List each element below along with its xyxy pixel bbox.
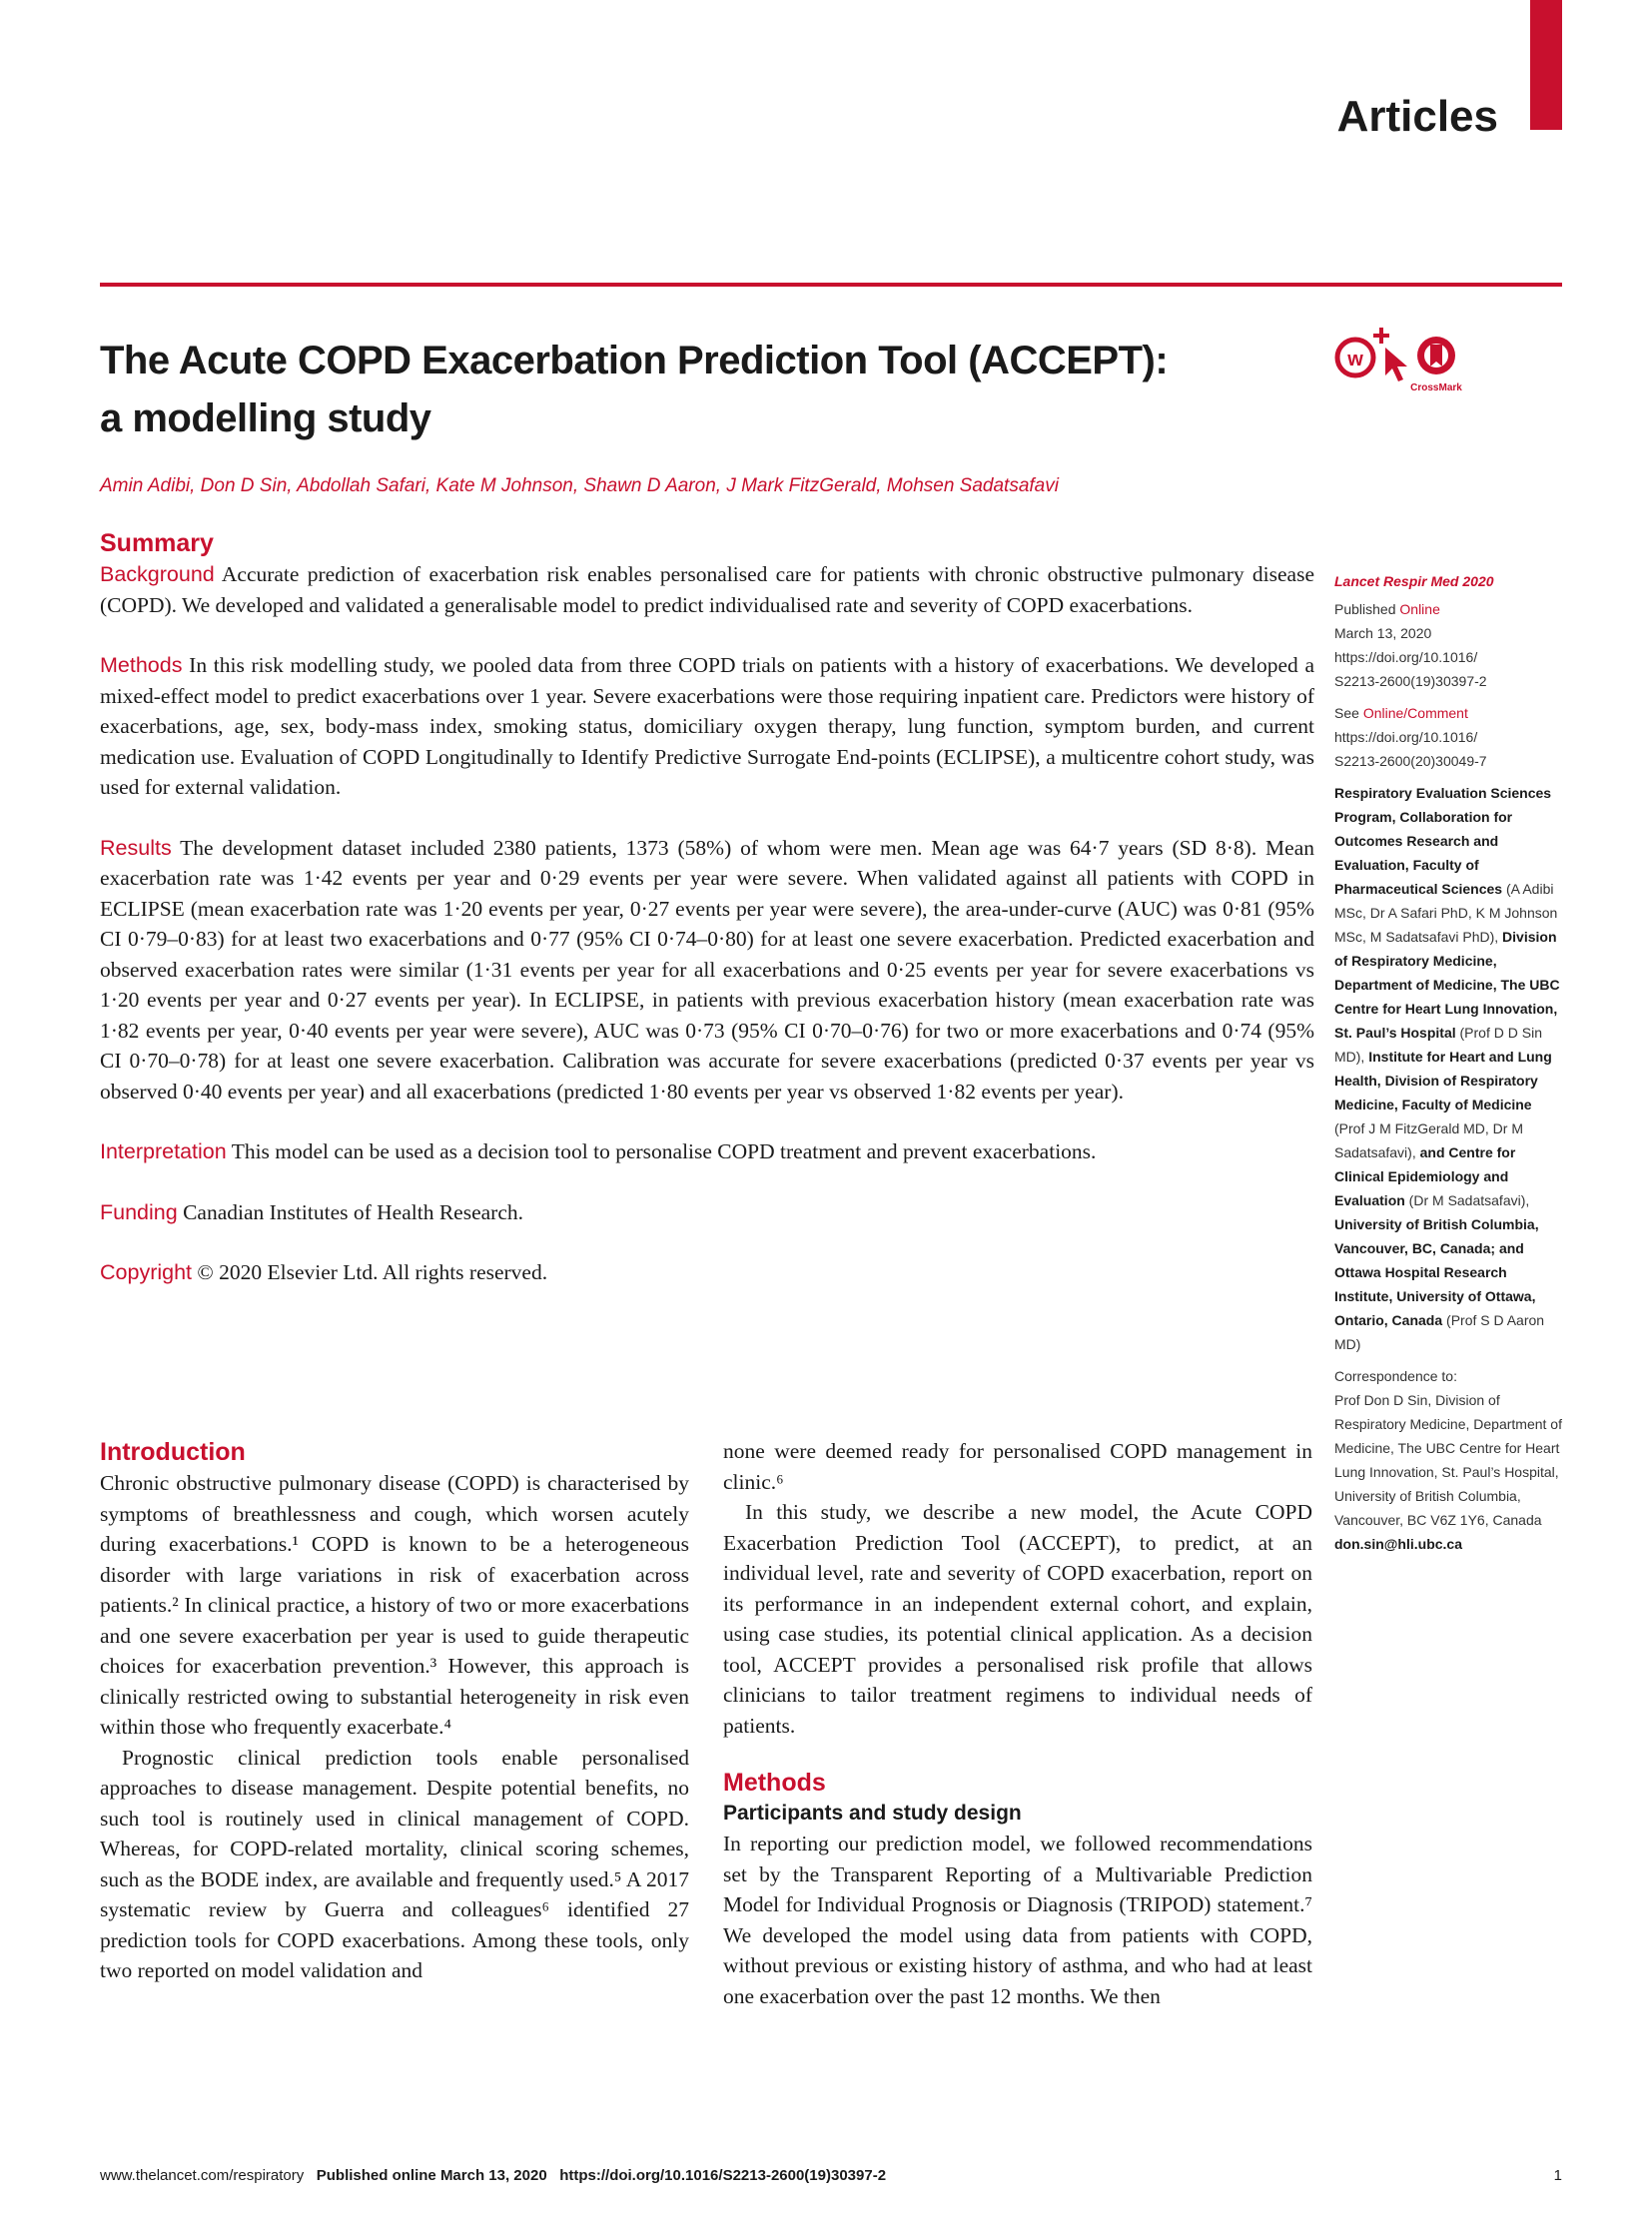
affiliation-4: and Centre for Clinical Epidemiology and Evaluation [1334,1144,1516,1208]
funding-label: Funding [100,1199,178,1224]
correspondence-email[interactable]: don.sin@hli.ubc.ca [1334,1536,1462,1552]
footer-doi[interactable]: https://doi.org/10.1016/S2213-2600(19)30397-2 [559,2167,887,2184]
section-label: Articles [1336,92,1498,141]
methods-heading: Methods [723,1769,826,1797]
affiliation-1-people: (A Adibi MSc, Dr A Safari PhD, K M Johnson MSc, M Sadatsafavi PhD), [1334,881,1558,945]
comment-link[interactable]: Online/Comment [1362,705,1468,721]
affiliation-2-people: (Prof D D Sin MD), [1334,1025,1542,1065]
interpretation-text: This model can be used as a decision tool to personalise COPD treatment and prevent exacerbations. [226,1139,1097,1163]
affiliation-3: Institute for Heart and Lung Health, Division of Respiratory Medicine, Faculty of Medicine [1334,1049,1552,1112]
introduction-heading: Introduction [100,1438,246,1466]
crossmark-label: CrossMark [1410,382,1462,393]
background-label: Background [100,562,215,586]
correspondence-label: Correspondence to: [1334,1368,1457,1384]
affiliation-4-people: (Dr M Sadatsafavi), [1404,1192,1530,1208]
author-list: Amin Adibi, Don D Sin, Abdollah Safari, Kate M Johnson, Shawn D Aaron, J Mark FitzGerald, Mohsen Sadatsafavi [100,475,1059,496]
interpretation-label: Interpretation [100,1139,227,1163]
results-label: Results [100,835,172,860]
intro-paragraph-1: Chronic obstructive pulmonary disease (COPD) is characterised by symptoms of breathlessness and cough, which worsen acutely during exacerbations.¹ COPD is known to be a heterogeneous disorder with large variations in risk of exacerbation across patients.² In clinical practice, a history of two or more exacerbations and one severe exacerbation per year is used to guide therapeutic choices for exacerbation prevention.³ However, this approach is clinically restricted owing to substantial heterogeneity in risk even within those who frequently exacerbate.⁴ [100,1471,689,1739]
correspondence [1334,1364,1564,1556]
page-footer [100,2167,1562,2184]
header-rule [100,283,1562,287]
summary-heading: Summary [100,529,214,557]
comment-info [1334,701,1564,773]
affiliation-1: Respiratory Evaluation Sciences Program, Collaboration for Outcomes Research and Evaluation, Faculty of Pharmaceutical Sciences [1334,785,1552,897]
intro-paragraph-3: none were deemed ready for personalised COPD management in clinic.⁶ [723,1439,1312,1494]
online-first-icon[interactable] [1337,328,1389,375]
background-text: Accurate prediction of exacerbation risk enables personalised care for patients with chronic obstructive pulmonary disease (COPD). We developed and validated a generalisable model to predict individualised rate and severity of COPD exacerbations. [100,562,1314,617]
summary-results [100,833,1314,1108]
footer-published: Published online March 13, 2020 [316,2167,547,2184]
results-text: The development dataset included 2380 patients, 1373 (58%) of whom were men. Mean age was 64·7 years (SD 8·8). Mean exacerbation rate was 1·42 events per year and 0·29 events per year were severe. When validated against all patients with COPD in ECLIPSE (mean exacerbation rate was 1·20 events per year, 0·27 events per year were severe), the area-under-curve (AUC) was 0·81 (95% CI 0·79–0·83) for at least two exacerbations and 0·77 (95% CI 0·74–0·80) for at least one severe exacerbation. Predicted exacerbation and observed exacerbation rates were similar (1·31 events per year for all exacerbations and 0·25 events per year for severe exacerbations vs 1·20 events per year and 0·27 events per year). In ECLIPSE, in patients with previous exacerbation history (mean exacerbation rate was 1·82 events per year, 0·40 events per year were severe), AUC was 0·73 (95% CI 0·70–0·76) for two or more exacerbations and 0·74 (95% CI 0·70–0·78) for at least one severe exacerbation. Calibration was accurate for severe exacerbations (predicted 0·37 events per year vs observed 0·40 events per year) and all exacerbations (predicted 1·80 events per year vs observed 1·82 events per year). [100,835,1314,1104]
published-date: March 13, 2020 [1334,625,1432,641]
copyright-text: © 2020 Elsevier Ltd. All rights reserved. [192,1260,548,1284]
svg-text:w: w [1347,349,1363,370]
title-line-1: The Acute COPD Exacerbation Prediction Tool (ACCEPT): [100,339,1169,382]
accent-bar [1530,0,1562,130]
funding-text: Canadian Institutes of Health Research. [177,1199,523,1224]
online-link[interactable]: Online [1399,601,1440,617]
journal-citation: Lancet Respir Med 2020 [1334,573,1494,589]
methods-paragraph-1: In reporting our prediction model, we followed recommendations set by the Transparent Reporting of a Multivariable Prediction Model for Individual Prognosis or Diagnosis (TRIPOD) statement.⁷ We developed the model using data from patients with COPD, without previous or existing history of asthma, and who had at least one exacerbation over the past 12 months. We then [723,1832,1312,2008]
affiliation-3-people: (Prof J M FitzGerald MD, Dr M Sadatsafavi), [1334,1120,1524,1160]
summary [100,527,1314,1318]
see-prefix: See [1334,705,1363,721]
doi-line-2[interactable]: S2213-2600(19)30397-2 [1334,673,1487,689]
intro-paragraph-2: Prognostic clinical prediction tools enable personalised approaches to disease management. Despite potential benefits, no such tool is routinely used in clinical management of COPD. Whereas, for COPD-related mortality, clinical scoring schemes, such as the BODE index, are available and frequently used.⁵ A 2017 systematic review by Guerra and colleagues⁶ identified 27 prediction tools for COPD exacerbations. Among these tools, only two reported on model validation and [100,1745,689,1982]
methods-label: Methods [100,653,183,677]
sidebar [1334,569,1564,1564]
summary-methods [100,650,1314,803]
affiliation-5-people: (Prof S D Aaron MD) [1334,1312,1545,1352]
comment-doi-2[interactable]: S2213-2600(20)30049-7 [1334,753,1487,769]
correspondence-address: Prof Don D Sin, Division of Respiratory Medicine, Department of Medicine, The UBC Centre for Heart Lung Innovation, St. Paul’s Hospital, University of British Columbia, Vancouver, BC V6Z 1Y6, Canada [1334,1392,1562,1528]
methods-text: In this risk modelling study, we pooled data from three COPD trials on patients with a history of exacerbations. We developed a mixed-effect model to predict exacerbations over 1 year. Severe exacerbations were those requiring inpatient care. Predictors were history of exacerbations, age, sex, body-mass index, smoking status, domiciliary oxygen therapy, lung function, symptom burden, and current medication use. Evaluation of COPD Longitudinally to Identify Predictive Surrogate End-points (ECLIPSE), a multicentre cohort study, was used for external validation. [100,653,1314,799]
footer-url[interactable]: www.thelancet.com/respiratory [100,2167,305,2184]
doi-line-1[interactable]: https://doi.org/10.1016/ [1334,649,1478,665]
badge-icons [1333,328,1463,397]
crossmark-icon[interactable] [1410,337,1462,393]
copyright-label: Copyright [100,1260,193,1284]
summary-funding [100,1197,1314,1228]
page-number: 1 [1553,2167,1562,2184]
affiliation-5: University of British Columbia, Vancouver, BC, Canada; and Ottawa Hospital Research Institute, University of Ottawa, Ontario, Canada [1334,1216,1539,1328]
badges [1333,328,1463,397]
comment-doi-1[interactable]: https://doi.org/10.1016/ [1334,729,1478,745]
methods-subheading: Participants and study design [723,1802,1022,1825]
column-right [723,1436,1312,2011]
publication-info [1334,597,1564,693]
published-prefix: Published [1334,601,1400,617]
column-left [100,1436,689,1986]
affiliations [1334,781,1564,1356]
cursor-icon [1385,348,1407,381]
article-title [100,332,1278,447]
summary-interpretation [100,1136,1314,1167]
summary-background [100,559,1314,620]
affiliation-2: Division of Respiratory Medicine, Department of Medicine, The UBC Centre for Heart Lung Innovation, St. Paul’s Hospital [1334,929,1560,1041]
intro-paragraph-4: In this study, we describe a new model, the Acute COPD Exacerbation Prediction Tool (ACCEPT), to predict, at an individual level, rate and severity of COPD exacerbation, report on its performance in an independent external cohort, and explain, using case studies, its potential clinical application. As a decision tool, ACCEPT provides a personalised risk profile that allows clinicians to tailor treatment regimens to individual needs of patients. [723,1500,1312,1738]
title-line-2: a modelling study [100,396,431,440]
summary-copyright [100,1257,1314,1288]
